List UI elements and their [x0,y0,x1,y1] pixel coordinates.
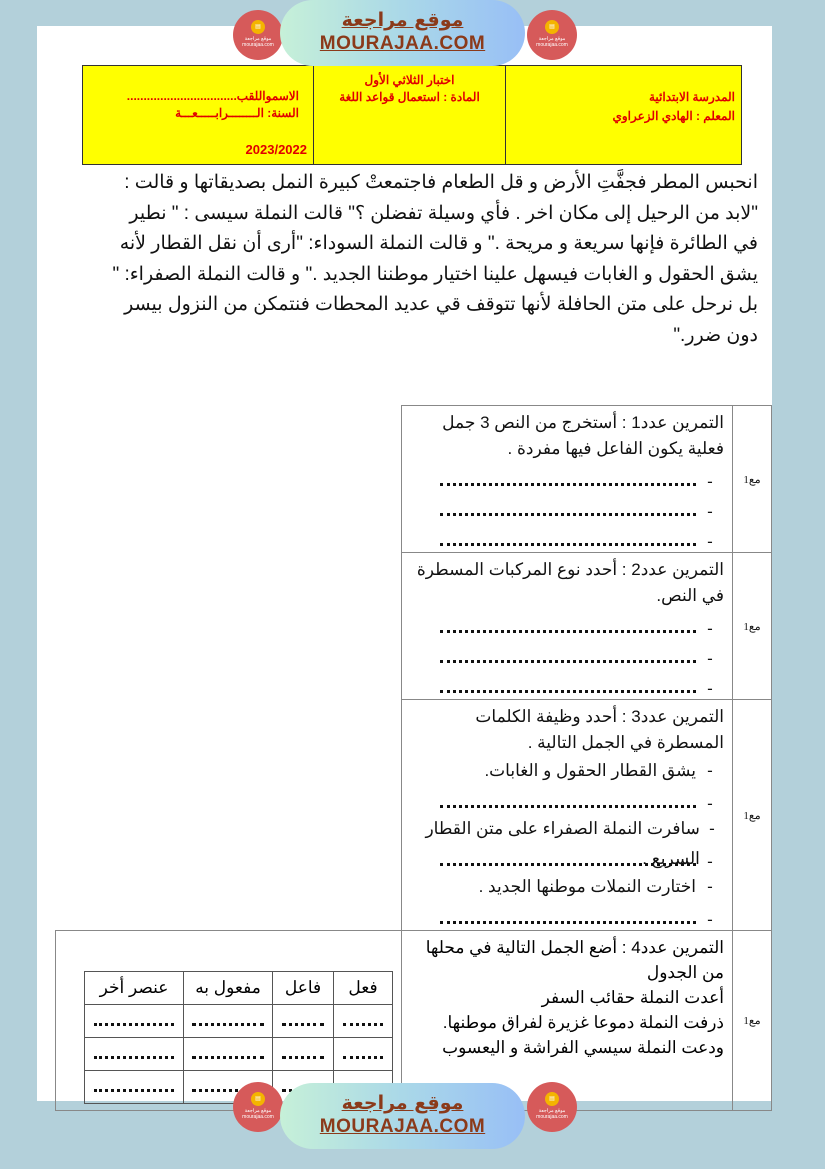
site-logo-badge [233,1082,283,1132]
site-logo-badge [233,10,283,60]
dash: - [707,794,713,813]
exercise-row-1 [56,406,772,553]
col-header-subject: فاعل [273,972,334,1005]
site-name-en: MOURAJAA.COM [319,33,486,54]
passage-line: في الطائرة فإنها سريعة و مريحة ." و قالت النملة السوداء: "أرى أن نقل القطار لأنه [119,233,758,254]
criterion-mark: مع1 [733,700,772,931]
answer-line[interactable] [410,462,724,492]
book-icon: ▤ [545,20,559,34]
reading-passage [82,168,758,351]
dash: - [707,472,713,491]
sentence-text: اختارت النملات موطنها الجديد . [478,877,696,896]
teacher-name: المعلم : الهادي الزعراوي [612,109,735,123]
dash: - [707,649,713,668]
dash: - [707,532,713,551]
header-school-cell [506,66,741,164]
grid-input[interactable] [184,1038,273,1071]
exercise-row-3 [56,700,772,931]
sentence-text: ذرفت النملة دموعا غزيرة لفراق موطنها. [442,1013,724,1032]
answer-line[interactable] [410,639,724,669]
exercises-table [55,405,772,1111]
answer-line[interactable] [410,786,724,814]
dash: - [707,852,713,871]
grid-input[interactable] [184,1005,273,1038]
school-year: 2023/2022 [245,142,307,157]
grid-row [85,1038,393,1071]
site-logo-badge [527,10,577,60]
col-header-other: عنصر أخر [85,972,184,1005]
badge-caption: موقع مراجعة mourajaa.com [242,36,274,48]
sentence [410,756,724,786]
passage-line: "لابد من الرحيل إلى مكان اخر . فأي وسيلة تفضلن ؟" قالت النملة سيسى : " نطير [129,202,758,224]
exam-title: اختبار الثلاثي الأول [364,73,455,87]
sentence-text: أعدت النملة حقائب السفر [541,988,724,1007]
site-name-ar: موقع مراجعة [341,9,464,31]
passage-line: بل نرحل على متن الحافلة لأنها تتوقف قي عديد المحطات فنتمكن من النزول بيسر [124,294,758,315]
site-logo-badge [527,1082,577,1132]
exercise-title: التمرين عدد4 : أضع الجمل التالية في محلها من الجدول [425,938,724,982]
sentence-text: يشق القطار الحقول و الغابات. [484,761,696,780]
subject: المادة : استعمال قواعد اللغة [339,90,480,104]
book-icon: ▤ [545,1092,559,1106]
passage-line: انحبس المطر فجفَّتِ الأرض و قل الطعام فاجتمعتْ كبيرة النمل بصديقاتها و قالت : [124,172,758,193]
exam-header [82,65,742,165]
site-banner-bottom[interactable] [280,1083,525,1149]
sentence-text: ودعت النملة سيسي الفراشة و اليعسوب [442,1038,724,1057]
grade-label: السنة: الــــــــرابـــــعـــة [175,106,299,120]
answer-line[interactable] [410,522,724,552]
criterion-mark: مع1 [733,553,772,700]
grid-input[interactable] [85,1071,184,1104]
name-field[interactable]: الاسمواللقب................................. [126,89,299,103]
exercise-1 [402,406,733,553]
exercise-title: التمرين عدد3 : أحدد وظيفة الكلمات المسطرة في الجمل التالية . [475,707,724,752]
sentence [410,872,724,902]
col-header-verb: فعل [334,972,393,1005]
dash: - [707,761,713,780]
exercise-title: التمرين عدد2 : أحدد نوع المركبات المسطرة في النص. [416,560,724,605]
grid-input[interactable] [273,1038,334,1071]
answer-line[interactable] [410,669,724,699]
grid-header-row [85,972,393,1005]
dash: - [707,877,713,896]
col-header-object: مفعول به [184,972,273,1005]
site-name-en: MOURAJAA.COM [319,1116,486,1137]
grid-input[interactable] [85,1038,184,1071]
answer-line[interactable] [410,492,724,522]
exercise-row-2 [56,553,772,700]
grid-input[interactable] [334,1005,393,1038]
criterion-mark: مع1 [733,931,772,1111]
sentence-text: سافرت النملة الصفراء على متن القطار السريع . [425,819,700,868]
answer-line[interactable] [410,902,724,930]
badge-caption: موقع مراجعة mourajaa.com [242,1108,274,1120]
badge-caption: موقع مراجعة mourajaa.com [536,36,568,48]
grid-input[interactable] [334,1038,393,1071]
book-icon: ▤ [251,1092,265,1106]
dash: - [709,819,715,838]
school-name: المدرسة الابتدائية [648,90,735,104]
grid-row [85,1005,393,1038]
site-name-ar: موقع مراجعة [341,1092,464,1114]
sentence [410,814,724,868]
criterion-mark: مع1 [733,406,772,553]
dash: - [707,502,713,521]
header-student-cell [83,66,313,164]
exercise-2 [402,553,733,700]
site-banner-top[interactable] [280,0,525,66]
dash: - [707,910,713,929]
badge-caption: موقع مراجعة mourajaa.com [536,1108,568,1120]
book-icon: ▤ [251,20,265,34]
passage-line: يشق الحقول و الغابات فيسهل علينا اختيار موطننا الجديد ." و قالت النملة الصفراء: " [112,263,758,285]
exercise-3 [402,700,733,931]
header-exam-cell [313,66,506,164]
dash: - [707,619,713,638]
grid-input[interactable] [85,1005,184,1038]
exercise-title: التمرين عدد1 : أستخرج من النص 3 جمل فعلية يكون الفاعل فيها مفردة . [442,413,724,458]
passage-line: دون ضرر." [673,324,758,346]
grid-input[interactable] [273,1005,334,1038]
dash: - [707,679,713,698]
answer-line[interactable] [410,609,724,639]
